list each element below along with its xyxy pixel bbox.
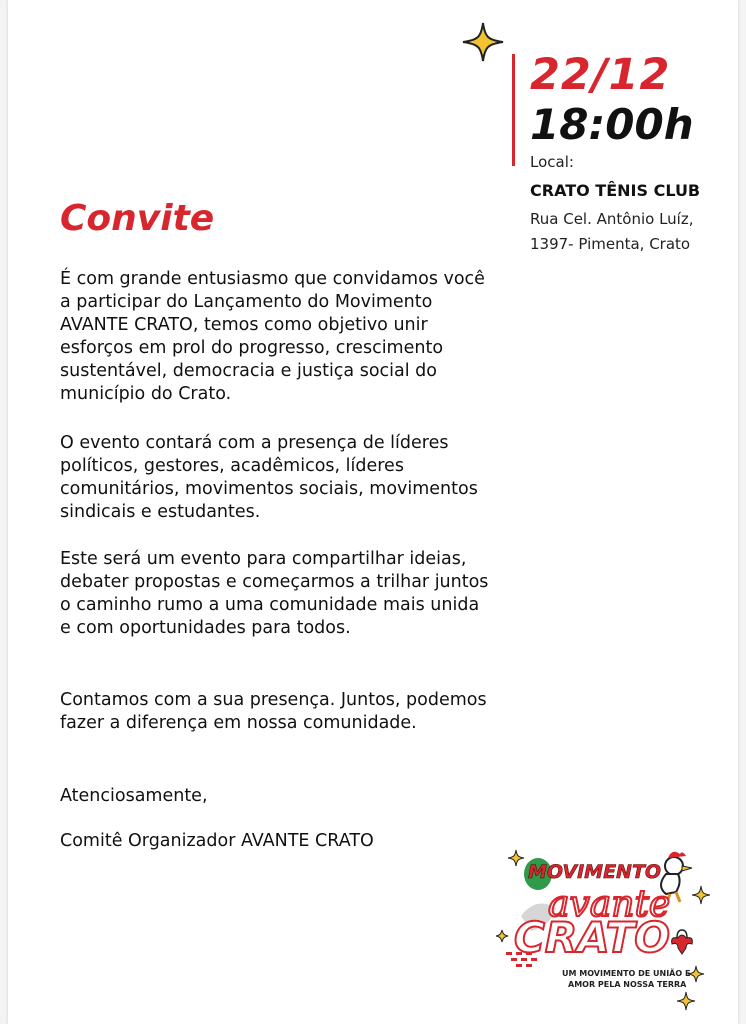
paragraph-closing: Contamos com a sua presença. Juntos, podemos fazer a diferença em nossa comunidade.	[60, 690, 487, 733]
logo-tagline-2: AMOR PELA NOSSA TERRA	[568, 980, 687, 989]
paragraph-purpose: Este será um evento para compartilhar ideias, debater propostas e começarmos a trilhar juntos o caminho rumo a uma comunidade mais unida e com oportunidades para todos.	[60, 549, 489, 638]
paragraph-attendees: O evento contará com a presença de líderes políticos, gestores, acadêmicos, líderes comunitários, movimentos sociais, movimentos sindicais e estudantes.	[60, 433, 478, 522]
venue-name: CRATO TÊNIS CLUB	[530, 181, 701, 200]
event-date: 22/12	[530, 50, 671, 100]
signature: Comitê Organizador AVANTE CRATO	[60, 831, 374, 851]
logo-line-3: CRATO	[514, 913, 671, 962]
address-line-1: Rua Cel. Antônio Luíz,	[530, 210, 694, 228]
sparkle-star-icon	[462, 22, 504, 62]
date-divider	[512, 54, 515, 166]
logo-line-1: MOVIMENTO	[528, 861, 662, 883]
avante-crato-logo	[496, 846, 718, 1016]
event-time: 18:00h	[530, 100, 694, 149]
address-line-2: 1397- Pimenta, Crato	[530, 235, 691, 253]
paragraph-intro: É com grande entusiasmo que convidamos você a participar do Lançamento do Movimento AVANTE CRATO, temos como objetivo unir esforços em prol do progresso, crescimento sustentável, democracia e justiça social do município do Crato.	[60, 269, 485, 404]
sparkle-star-icon	[496, 930, 508, 942]
logo-tagline-1: UM MOVIMENTO DE UNIÃO E	[562, 969, 691, 978]
sparkle-star-icon	[508, 850, 524, 866]
sparkle-star-icon	[677, 992, 695, 1010]
heart-lock-icon	[672, 930, 693, 954]
location-label: Local:	[530, 153, 574, 171]
logo-line-2: avante	[548, 884, 671, 925]
letter-title: Convite	[60, 198, 215, 239]
closing-salutation: Atenciosamente,	[60, 786, 208, 806]
sparkle-star-icon	[692, 886, 710, 904]
